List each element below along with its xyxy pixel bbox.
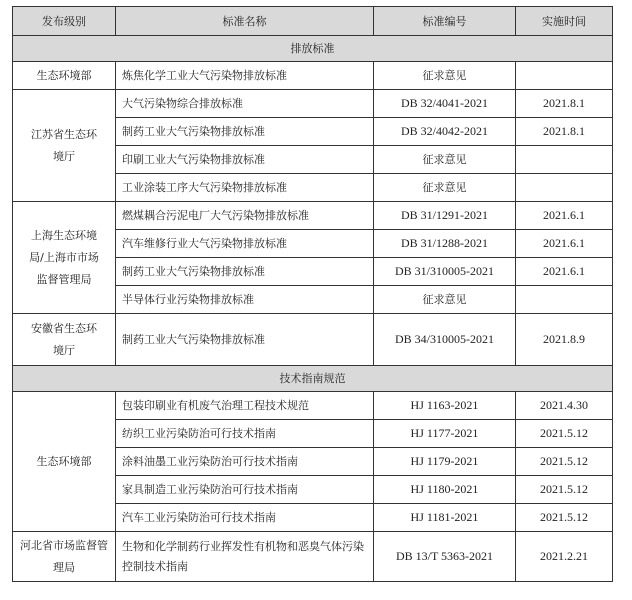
standard-code: HJ 1181-2021	[374, 504, 516, 532]
standard-name: 纺织工业污染防治可行技术指南	[116, 420, 374, 448]
table-row	[13, 314, 613, 366]
standard-code: DB 31/1288-2021	[374, 230, 516, 258]
section-title: 排放标准	[13, 36, 613, 62]
effective-date: 2021.6.1	[516, 202, 613, 230]
table-row	[13, 532, 613, 582]
standards-table	[12, 6, 613, 582]
issuer-cell: 河北省市场监督管理局	[13, 532, 116, 582]
standard-code: HJ 1177-2021	[374, 420, 516, 448]
issuer-cell: 江苏省生态环境厅	[13, 90, 116, 202]
standard-code: HJ 1163-2021	[374, 392, 516, 420]
standard-name: 炼焦化学工业大气污染物排放标准	[116, 62, 374, 90]
standard-name: 印刷工业大气污染物排放标准	[116, 146, 374, 174]
standard-code: DB 34/310005-2021	[374, 314, 516, 366]
issuer-cell: 安徽省生态环境厅	[13, 314, 116, 366]
effective-date	[516, 286, 613, 314]
standard-name: 燃煤耦合污泥电厂大气污染物排放标准	[116, 202, 374, 230]
table-row	[13, 62, 613, 90]
standard-name: 制药工业大气污染物排放标准	[116, 258, 374, 286]
section-row-guidance	[13, 366, 613, 392]
effective-date: 2021.6.1	[516, 258, 613, 286]
effective-date	[516, 174, 613, 202]
effective-date: 2021.2.21	[516, 532, 613, 582]
effective-date: 2021.8.1	[516, 118, 613, 146]
standard-code: DB 31/310005-2021	[374, 258, 516, 286]
table-row	[13, 202, 613, 230]
standard-name: 汽车维修行业大气污染物排放标准	[116, 230, 374, 258]
standard-code: DB 31/1291-2021	[374, 202, 516, 230]
effective-date: 2021.5.12	[516, 448, 613, 476]
issuer-cell: 上海生态环境局/上海市市场监督管理局	[13, 202, 116, 314]
standard-code: 征求意见	[374, 286, 516, 314]
standard-name: 生物和化学制药行业挥发性有机物和恶臭气体污染控制技术指南	[116, 532, 374, 582]
standard-name: 制药工业大气污染物排放标准	[116, 314, 374, 366]
issuer-cell: 生态环境部	[13, 392, 116, 532]
effective-date: 2021.8.9	[516, 314, 613, 366]
standard-name: 包装印刷业有机废气治理工程技术规范	[116, 392, 374, 420]
issuer-cell: 生态环境部	[13, 62, 116, 90]
standard-code: 征求意见	[374, 62, 516, 90]
standard-name: 家具制造工业污染防治可行技术指南	[116, 476, 374, 504]
standard-code: DB 32/4042-2021	[374, 118, 516, 146]
standard-code: 征求意见	[374, 174, 516, 202]
standard-name: 汽车工业污染防治可行技术指南	[116, 504, 374, 532]
effective-date	[516, 62, 613, 90]
header-standard-code: 标准编号	[374, 7, 516, 36]
standard-name: 大气污染物综合排放标准	[116, 90, 374, 118]
standard-name: 工业涂装工序大气污染物排放标准	[116, 174, 374, 202]
standard-code: HJ 1180-2021	[374, 476, 516, 504]
standard-name: 涂料油墨工业污染防治可行技术指南	[116, 448, 374, 476]
effective-date: 2021.5.12	[516, 420, 613, 448]
section-row-emission	[13, 36, 613, 62]
table-row	[13, 90, 613, 118]
header-issuer: 发布级别	[13, 7, 116, 36]
effective-date: 2021.5.12	[516, 504, 613, 532]
standard-code: DB 32/4041-2021	[374, 90, 516, 118]
effective-date	[516, 146, 613, 174]
standard-name: 制药工业大气污染物排放标准	[116, 118, 374, 146]
section-title: 技术指南规范	[13, 366, 613, 392]
header-row	[13, 7, 613, 36]
header-effective-date: 实施时间	[516, 7, 613, 36]
standard-code: HJ 1179-2021	[374, 448, 516, 476]
standard-code: 征求意见	[374, 146, 516, 174]
effective-date: 2021.4.30	[516, 392, 613, 420]
standards-table-container	[12, 6, 612, 592]
effective-date: 2021.5.12	[516, 476, 613, 504]
table-row	[13, 392, 613, 420]
effective-date: 2021.6.1	[516, 230, 613, 258]
standard-code: DB 13/T 5363-2021	[374, 532, 516, 582]
header-standard-name: 标准名称	[116, 7, 374, 36]
standard-name: 半导体行业污染物排放标准	[116, 286, 374, 314]
effective-date: 2021.8.1	[516, 90, 613, 118]
